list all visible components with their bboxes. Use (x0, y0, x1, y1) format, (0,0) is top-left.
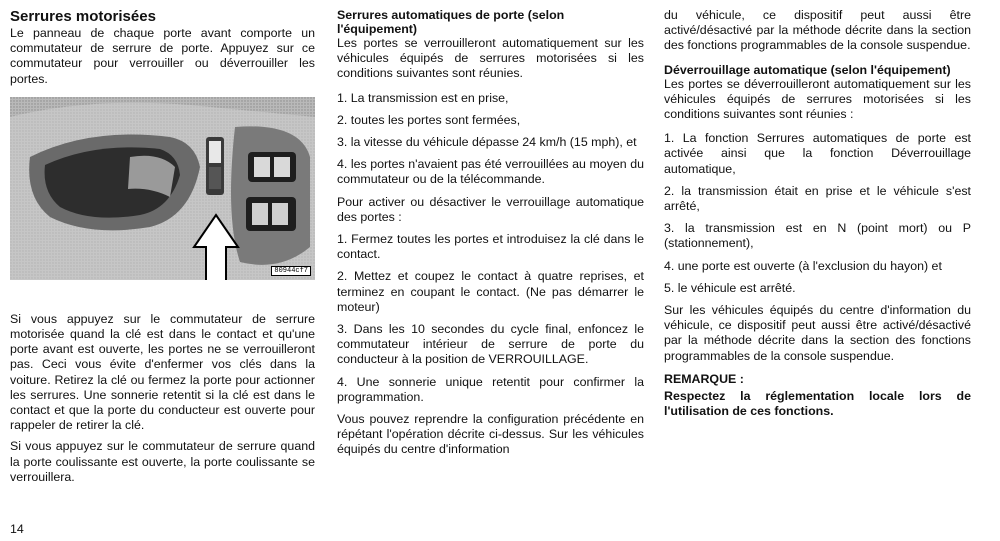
left-column (10, 8, 315, 491)
list-item: 4. les portes n'avaient pas été verrouillées au moyen du commutateur ou de la télécommande. (337, 157, 644, 187)
note-title: REMARQUE : (664, 371, 744, 386)
door-panel-illustration (10, 97, 315, 280)
list-item: 3. la vitesse du véhicule dépasse 24 km/h (15 mph), et (337, 135, 637, 150)
intro-paragraph: Le panneau de chaque porte avant comporte un commutateur de serrure de porte. Appuyez sur ce commutateur pour verrouiller ou déverrouiller les portes. (10, 26, 315, 86)
vic-paragraph: Sur les véhicules équipés du centre d'information du véhicule, ce dispositif peut aussi être activé/désactivé par la méthode décrite dans la section des fonctions programmables de la console suspendue. (664, 303, 971, 363)
list-item: 3. Dans les 10 secondes du cycle final, enfoncez le commutateur intérieur de serrure de porte du conducteur à la position de VERROUILLAGE. (337, 322, 644, 367)
middle-column (337, 8, 644, 464)
power-lock-paragraph: Si vous appuyez sur le commutateur de serrure motorisée quand la clé est dans le contact et qu'une porte avant est ouverte, les portes ne se verrouilleront pas. Ceci vous évite d'enfermer vos clés dans la voiture. Retirez la clé ou fermez la porte pour actionner les serrures. Une sonnerie retentit si la clé est dans le contact et que la porte du conducteur est ouverte pour rappeler de retirer la clé. (10, 311, 315, 433)
list-item: 2. la transmission était en prise et le véhicule s'est arrêté, (664, 183, 971, 214)
continuation-paragraph: du véhicule, ce dispositif peut aussi être activé/désactivé par la méthode décrite dans la section des fonctions programmables de la console suspendue. (664, 8, 971, 53)
list-item: 1. La fonction Serrures automatiques de porte est activée ainsi que la fonction Déverrouillage automatique, (664, 131, 971, 176)
list-item: 4. Une sonnerie unique retentit pour confirmer la programmation. (337, 374, 644, 404)
list-item: 2. toutes les portes sont fermées, (337, 112, 521, 127)
outro-paragraph: Vous pouvez reprendre la configuration précédente en répétant l'opération décrite ci-dessus. Sur les véhicules équipés du centre d'information (337, 412, 644, 457)
list-item: 1. Fermez toutes les portes et introduisez la clé dans le contact. (337, 232, 644, 262)
right-column (664, 8, 971, 419)
list-item: 3. la transmission est en N (point mort) ou P (stationnement), (664, 221, 971, 251)
activate-intro: Pour activer ou désactiver le verrouillage automatique des portes : (337, 194, 644, 224)
section-title: Serrures motorisées (10, 8, 156, 25)
list-item: 4. une porte est ouverte (à l'exclusion du hayon) et (664, 258, 942, 273)
door-panel-figure (10, 97, 315, 280)
note-text: Respectez la réglementation locale lors de l'utilisation de ces fonctions. (664, 389, 971, 419)
page-number: 14 (10, 522, 24, 536)
list-item: 1. La transmission est en prise, (337, 90, 509, 105)
auto-unlock-heading: Déverrouillage automatique (selon l'équipement) (664, 62, 951, 77)
auto-lock-intro: Les portes se verrouilleront automatiquement sur les véhicules équipés de serrures motorisées si les conditions suivantes sont réunies. (337, 36, 644, 81)
list-item: 2. Mettez et coupez le contact à quatre reprises, et terminez en coupant le contact. (Ne pas démarrer le moteur) (337, 269, 644, 314)
sliding-door-paragraph: Si vous appuyez sur le commutateur de serrure quand la porte coulissante est ouverte, la porte coulissante se verrouillera. (10, 439, 315, 484)
auto-unlock-intro: Les portes se déverrouilleront automatiquement sur les véhicules équipés de serrures motorisées si les conditions suivantes sont réunies : (664, 76, 971, 122)
list-item: 5. le véhicule est arrêté. (664, 280, 796, 295)
auto-lock-heading: Serrures automatiques de porte (selon l'équipement) (337, 8, 565, 36)
figure-code: 80944cf7 (271, 266, 311, 276)
